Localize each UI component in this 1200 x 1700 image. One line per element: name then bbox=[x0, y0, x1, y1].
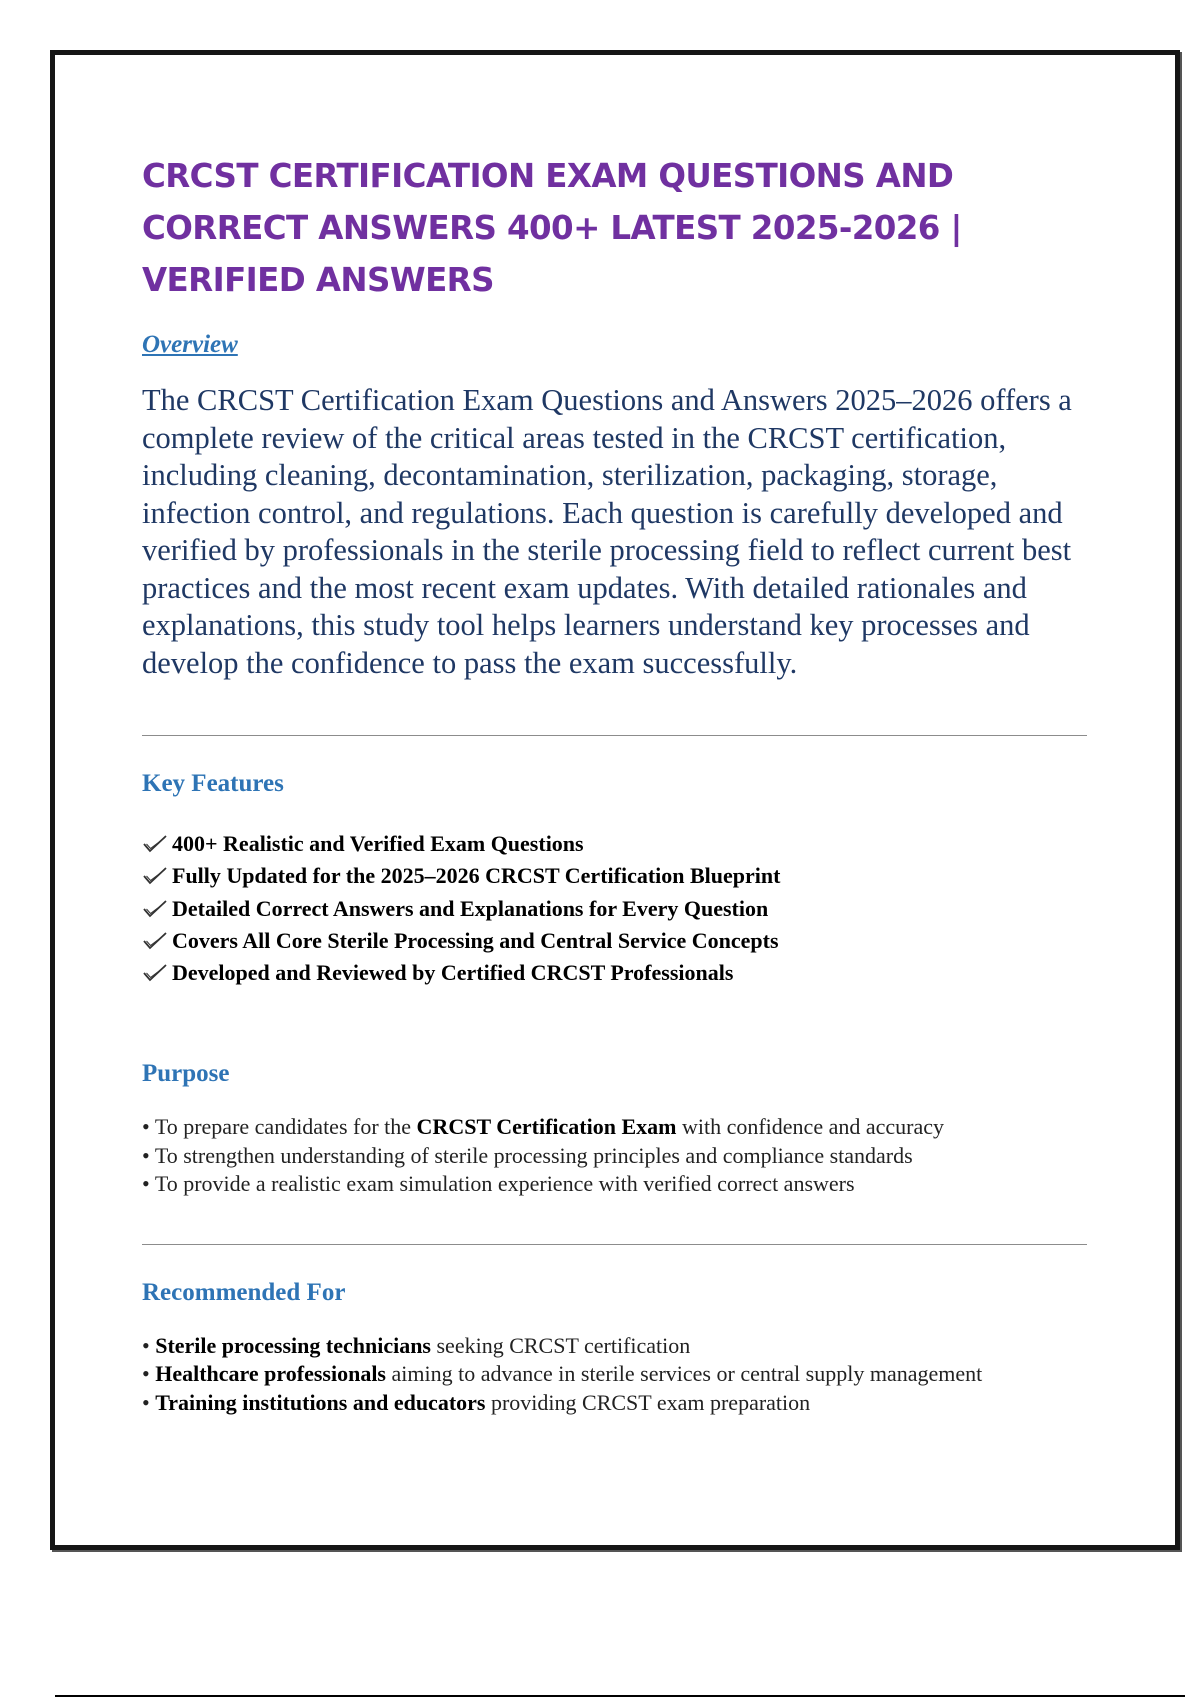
feature-item bbox=[142, 893, 1092, 925]
overview-paragraph: The CRCST Certification Exam Questions and Answers 2025–2026 offers a complete review of the critical areas tested in the CRCST certification, including cleaning, decontamination, sterilization, packaging, storage, infection control, and regulations. Each question is carefully developed and verified by professionals in the sterile processing field to reflect current best practices and the most recent exam updates. With detailed rationales and explanations, this study tool helps learners understand key processes and develop the confidence to pass the exam successfully. bbox=[142, 383, 1072, 680]
recommended-list bbox=[142, 1332, 1092, 1418]
purpose-text: To prepare candidates for the bbox=[154, 1114, 417, 1140]
feature-text: Detailed Correct Answers and Explanations for Every Question bbox=[172, 895, 769, 921]
recommended-text: seeking CRCST certification bbox=[431, 1332, 691, 1358]
check-icon bbox=[142, 962, 168, 984]
bullet-marker: • bbox=[142, 1171, 150, 1197]
recommended-text: aiming to advance in sterile services or central supply management bbox=[386, 1361, 983, 1387]
check-icon bbox=[142, 865, 168, 887]
section-divider bbox=[142, 735, 1087, 736]
bullet-marker: • bbox=[142, 1361, 150, 1387]
feature-item bbox=[142, 828, 1092, 860]
recommended-item bbox=[142, 1332, 1092, 1361]
bullet-marker: • bbox=[142, 1142, 150, 1168]
purpose-text: To provide a realistic exam simulation experience with verified correct answers bbox=[154, 1171, 855, 1197]
recommended-text: providing CRCST exam preparation bbox=[485, 1389, 811, 1415]
recommended-bold-text: Sterile processing technicians bbox=[155, 1332, 431, 1358]
purpose-text-end: with confidence and accuracy bbox=[676, 1114, 944, 1140]
recommended-for-heading: Recommended For bbox=[142, 1278, 346, 1306]
bullet-marker: • bbox=[142, 1332, 150, 1358]
feature-text: Covers All Core Sterile Processing and Central Service Concepts bbox=[172, 927, 779, 953]
document-content bbox=[142, 150, 1092, 1417]
feature-text: 400+ Realistic and Verified Exam Questions bbox=[172, 831, 584, 856]
key-features-heading: Key Features bbox=[142, 770, 284, 797]
recommended-item bbox=[142, 1360, 1092, 1389]
key-features-list bbox=[142, 828, 1092, 989]
recommended-item bbox=[142, 1389, 1092, 1418]
check-icon bbox=[142, 930, 168, 952]
page-bottom-rule bbox=[55, 1695, 1185, 1697]
purpose-bold-text: CRCST Certification Exam bbox=[416, 1114, 677, 1140]
feature-text: Developed and Reviewed by Certified CRCST Professionals bbox=[172, 960, 734, 986]
feature-item bbox=[142, 860, 1092, 892]
purpose-list bbox=[142, 1113, 1092, 1199]
check-icon bbox=[142, 898, 168, 920]
purpose-item bbox=[142, 1113, 1092, 1142]
purpose-item bbox=[142, 1142, 1092, 1171]
purpose-text: To strengthen understanding of sterile processing principles and compliance standards bbox=[154, 1142, 913, 1168]
bullet-marker: • bbox=[142, 1114, 150, 1140]
section-divider bbox=[142, 1244, 1087, 1245]
feature-text: Fully Updated for the 2025–2026 CRCST Certification Blueprint bbox=[172, 863, 781, 889]
purpose-heading: Purpose bbox=[142, 1060, 230, 1088]
feature-item bbox=[142, 957, 1092, 989]
bullet-marker: • bbox=[142, 1389, 150, 1415]
purpose-item bbox=[142, 1170, 1092, 1199]
check-icon bbox=[142, 833, 168, 855]
overview-heading: Overview bbox=[142, 331, 238, 358]
document-title: CRCST CERTIFICATION EXAM QUESTIONS AND CORRECT ANSWERS 400+ LATEST 2025-2026 | VERIFIED ANSWERS bbox=[142, 157, 962, 299]
recommended-bold-text: Training institutions and educators bbox=[155, 1389, 486, 1415]
recommended-bold-text: Healthcare professionals bbox=[155, 1361, 386, 1387]
feature-item bbox=[142, 925, 1092, 957]
